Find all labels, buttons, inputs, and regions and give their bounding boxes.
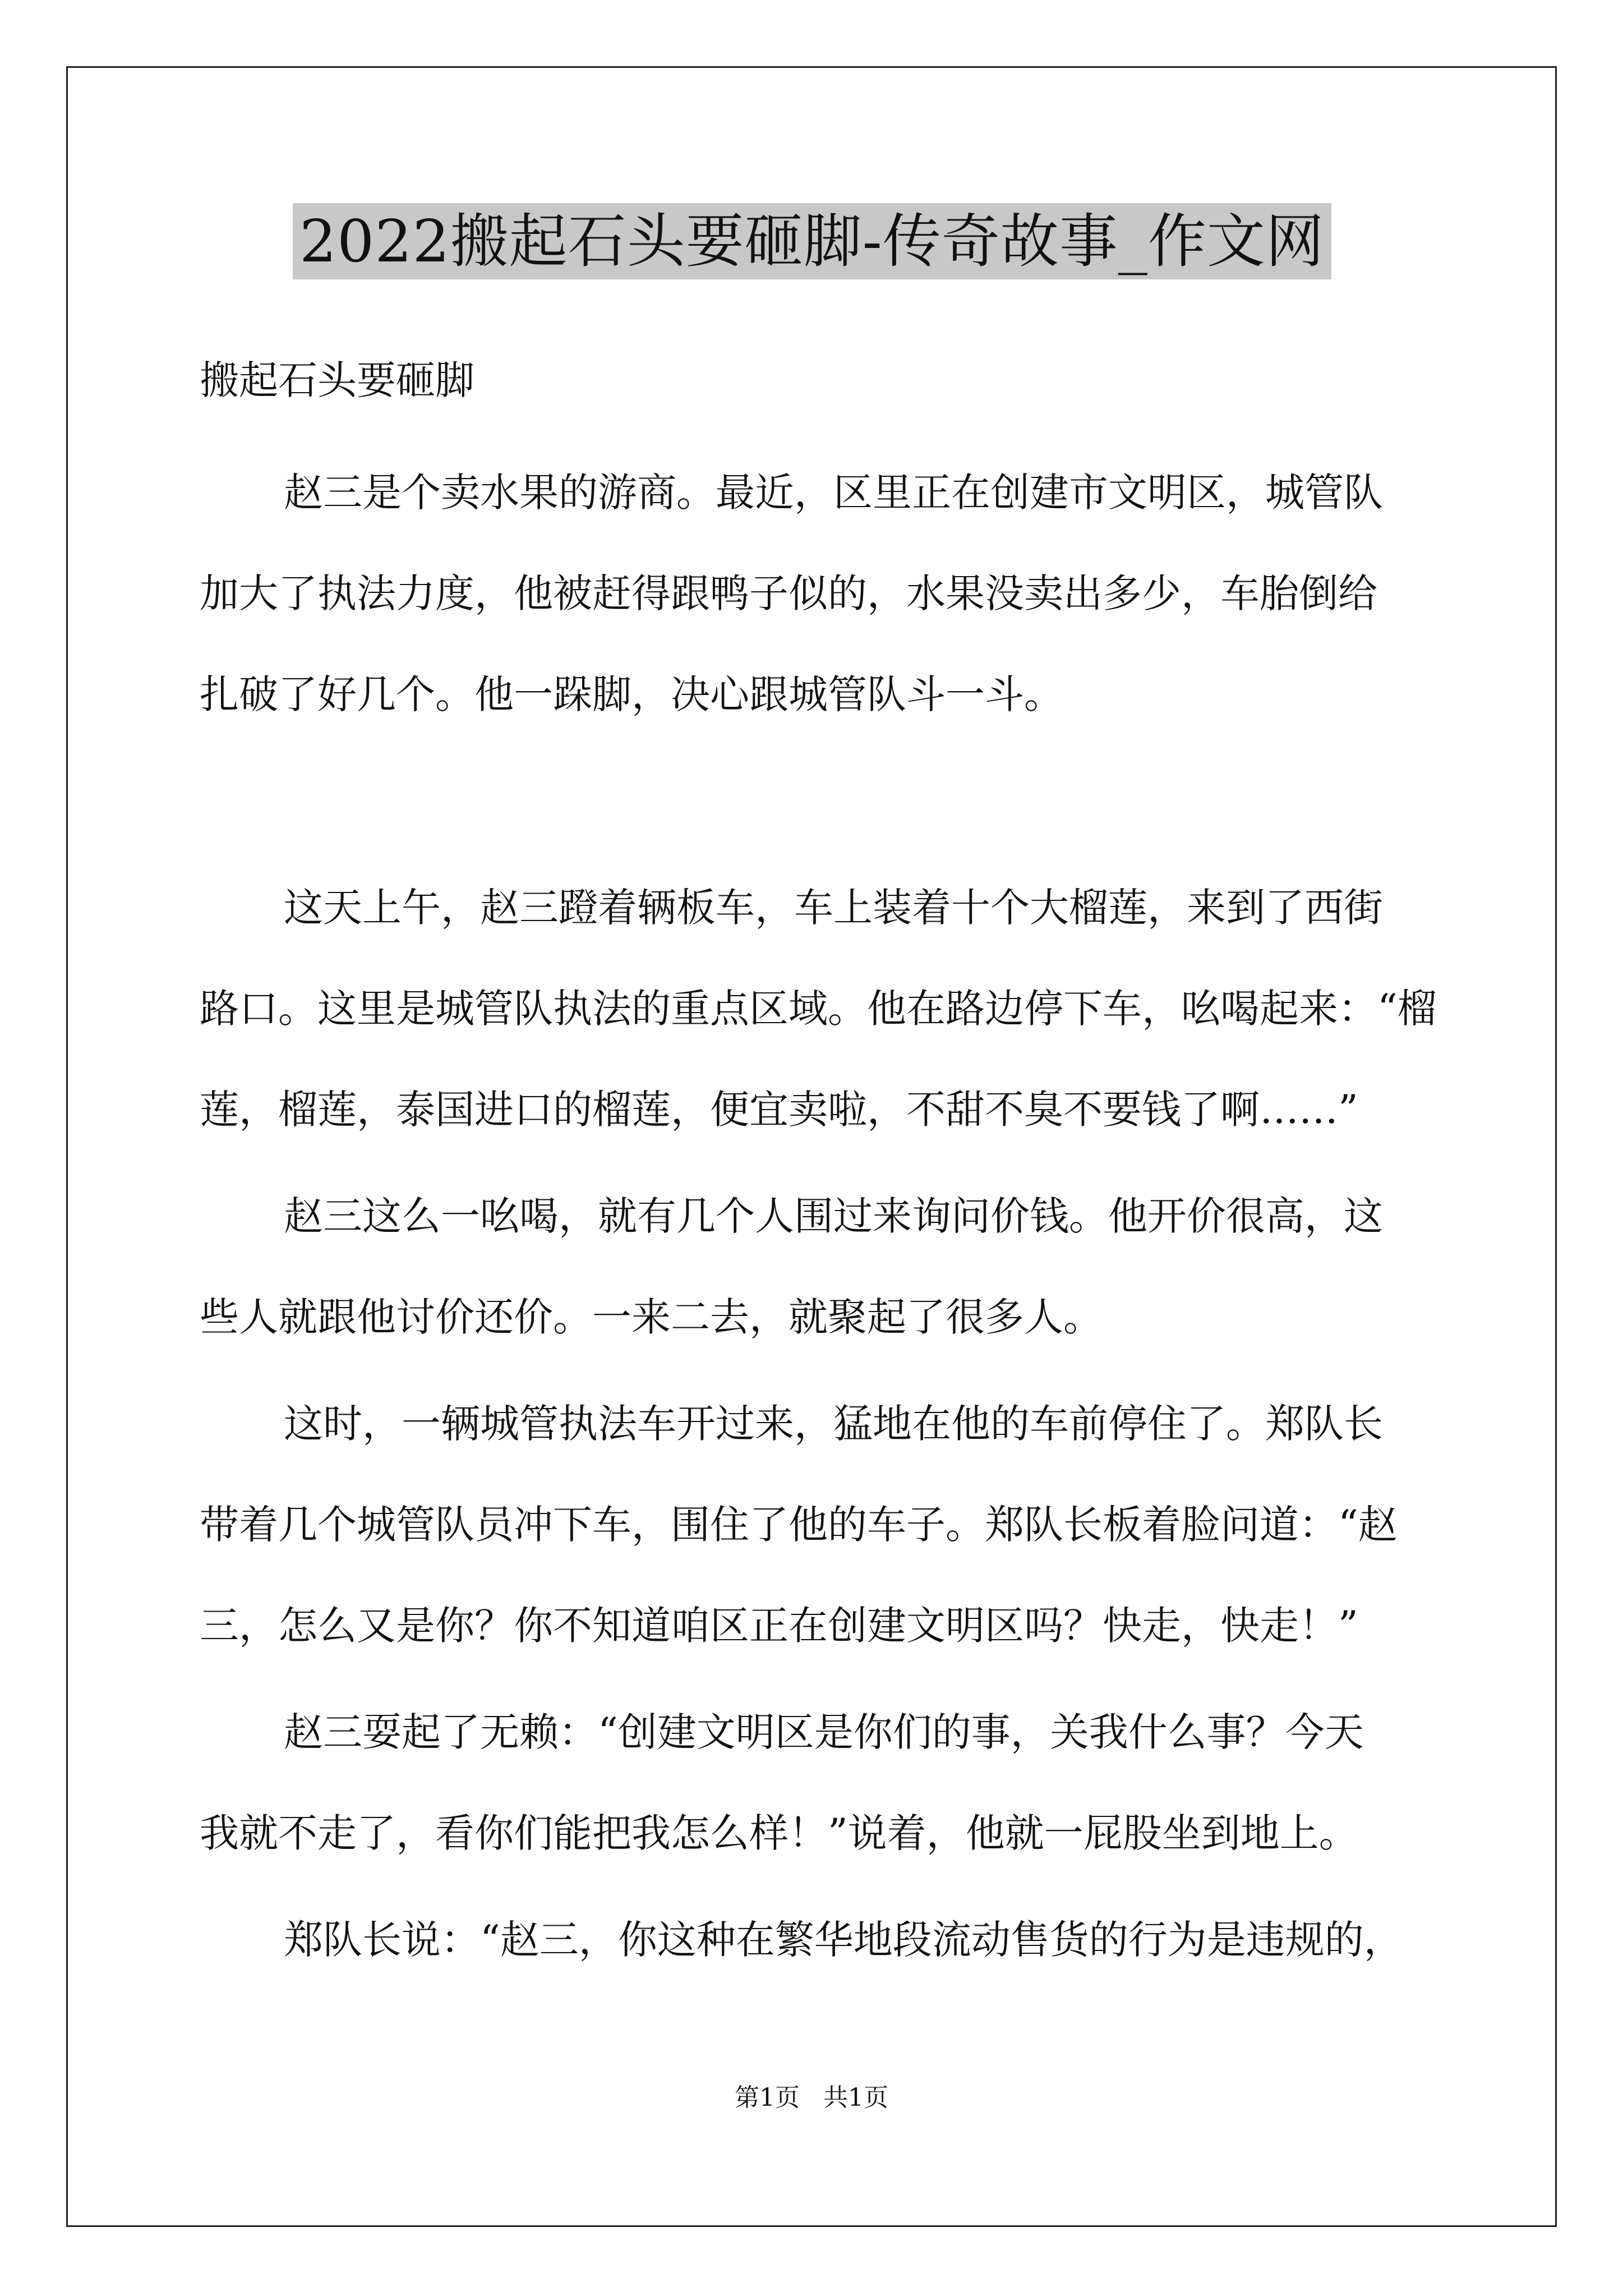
paragraph-line: 这时，一辆城管执法车开过来，猛地在他的车前停住了。郑队长 [284, 1401, 1383, 1447]
paragraph-line: 莲，榴莲，泰国进口的榴莲，便宜卖啦，不甜不臭不要钱了啊……” [200, 1087, 1358, 1133]
story-subtitle: 搬起石头要砸脚 [200, 357, 474, 403]
paragraph-line: 我就不走了，看你们能把我怎么样！”说着，他就一屁股坐到地上。 [200, 1810, 1358, 1856]
paragraph-line: 些人就跟他讨价还价。一来二去，就聚起了很多人。 [200, 1294, 1103, 1340]
paragraph-line: 赵三是个卖水果的游商。最近，区里正在创建市文明区，城管队 [284, 470, 1383, 516]
paragraph-line: 加大了执法力度，他被赶得跟鸭子似的，水果没卖出多少，车胎倒给 [200, 570, 1377, 616]
document-title: 2022搬起石头要砸脚-传奇故事_作文网 [293, 203, 1331, 279]
paragraph-line: 三，怎么又是你？你不知道咱区正在创建文明区吗？快走，快走！” [200, 1603, 1358, 1649]
paragraph-line: 带着几个城管队员冲下车，围住了他的车子。郑队长板着脸问道：“赵 [200, 1502, 1398, 1548]
page-number: 第1页 共1页 [735, 2083, 888, 2112]
paragraph-line: 路口。这里是城管队执法的重点区域。他在路边停下车，吆喝起来：“榴 [200, 986, 1437, 1032]
paragraph-line: 扎破了好几个。他一跺脚，决心跟城管队斗一斗。 [200, 671, 1063, 717]
paragraph-line: 赵三这么一吆喝，就有几个人围过来询问价钱。他开价很高，这 [284, 1193, 1383, 1239]
paragraph-line: 郑队长说：“赵三，你这种在繁华地段流动售货的行为是违规的， [284, 1917, 1403, 1963]
paragraph-line: 这天上午，赵三蹬着辆板车，车上装着十个大榴莲，来到了西街 [284, 885, 1383, 931]
paragraph-line: 赵三耍起了无赖：“创建文明区是你们的事，关我什么事？今天 [284, 1709, 1364, 1755]
